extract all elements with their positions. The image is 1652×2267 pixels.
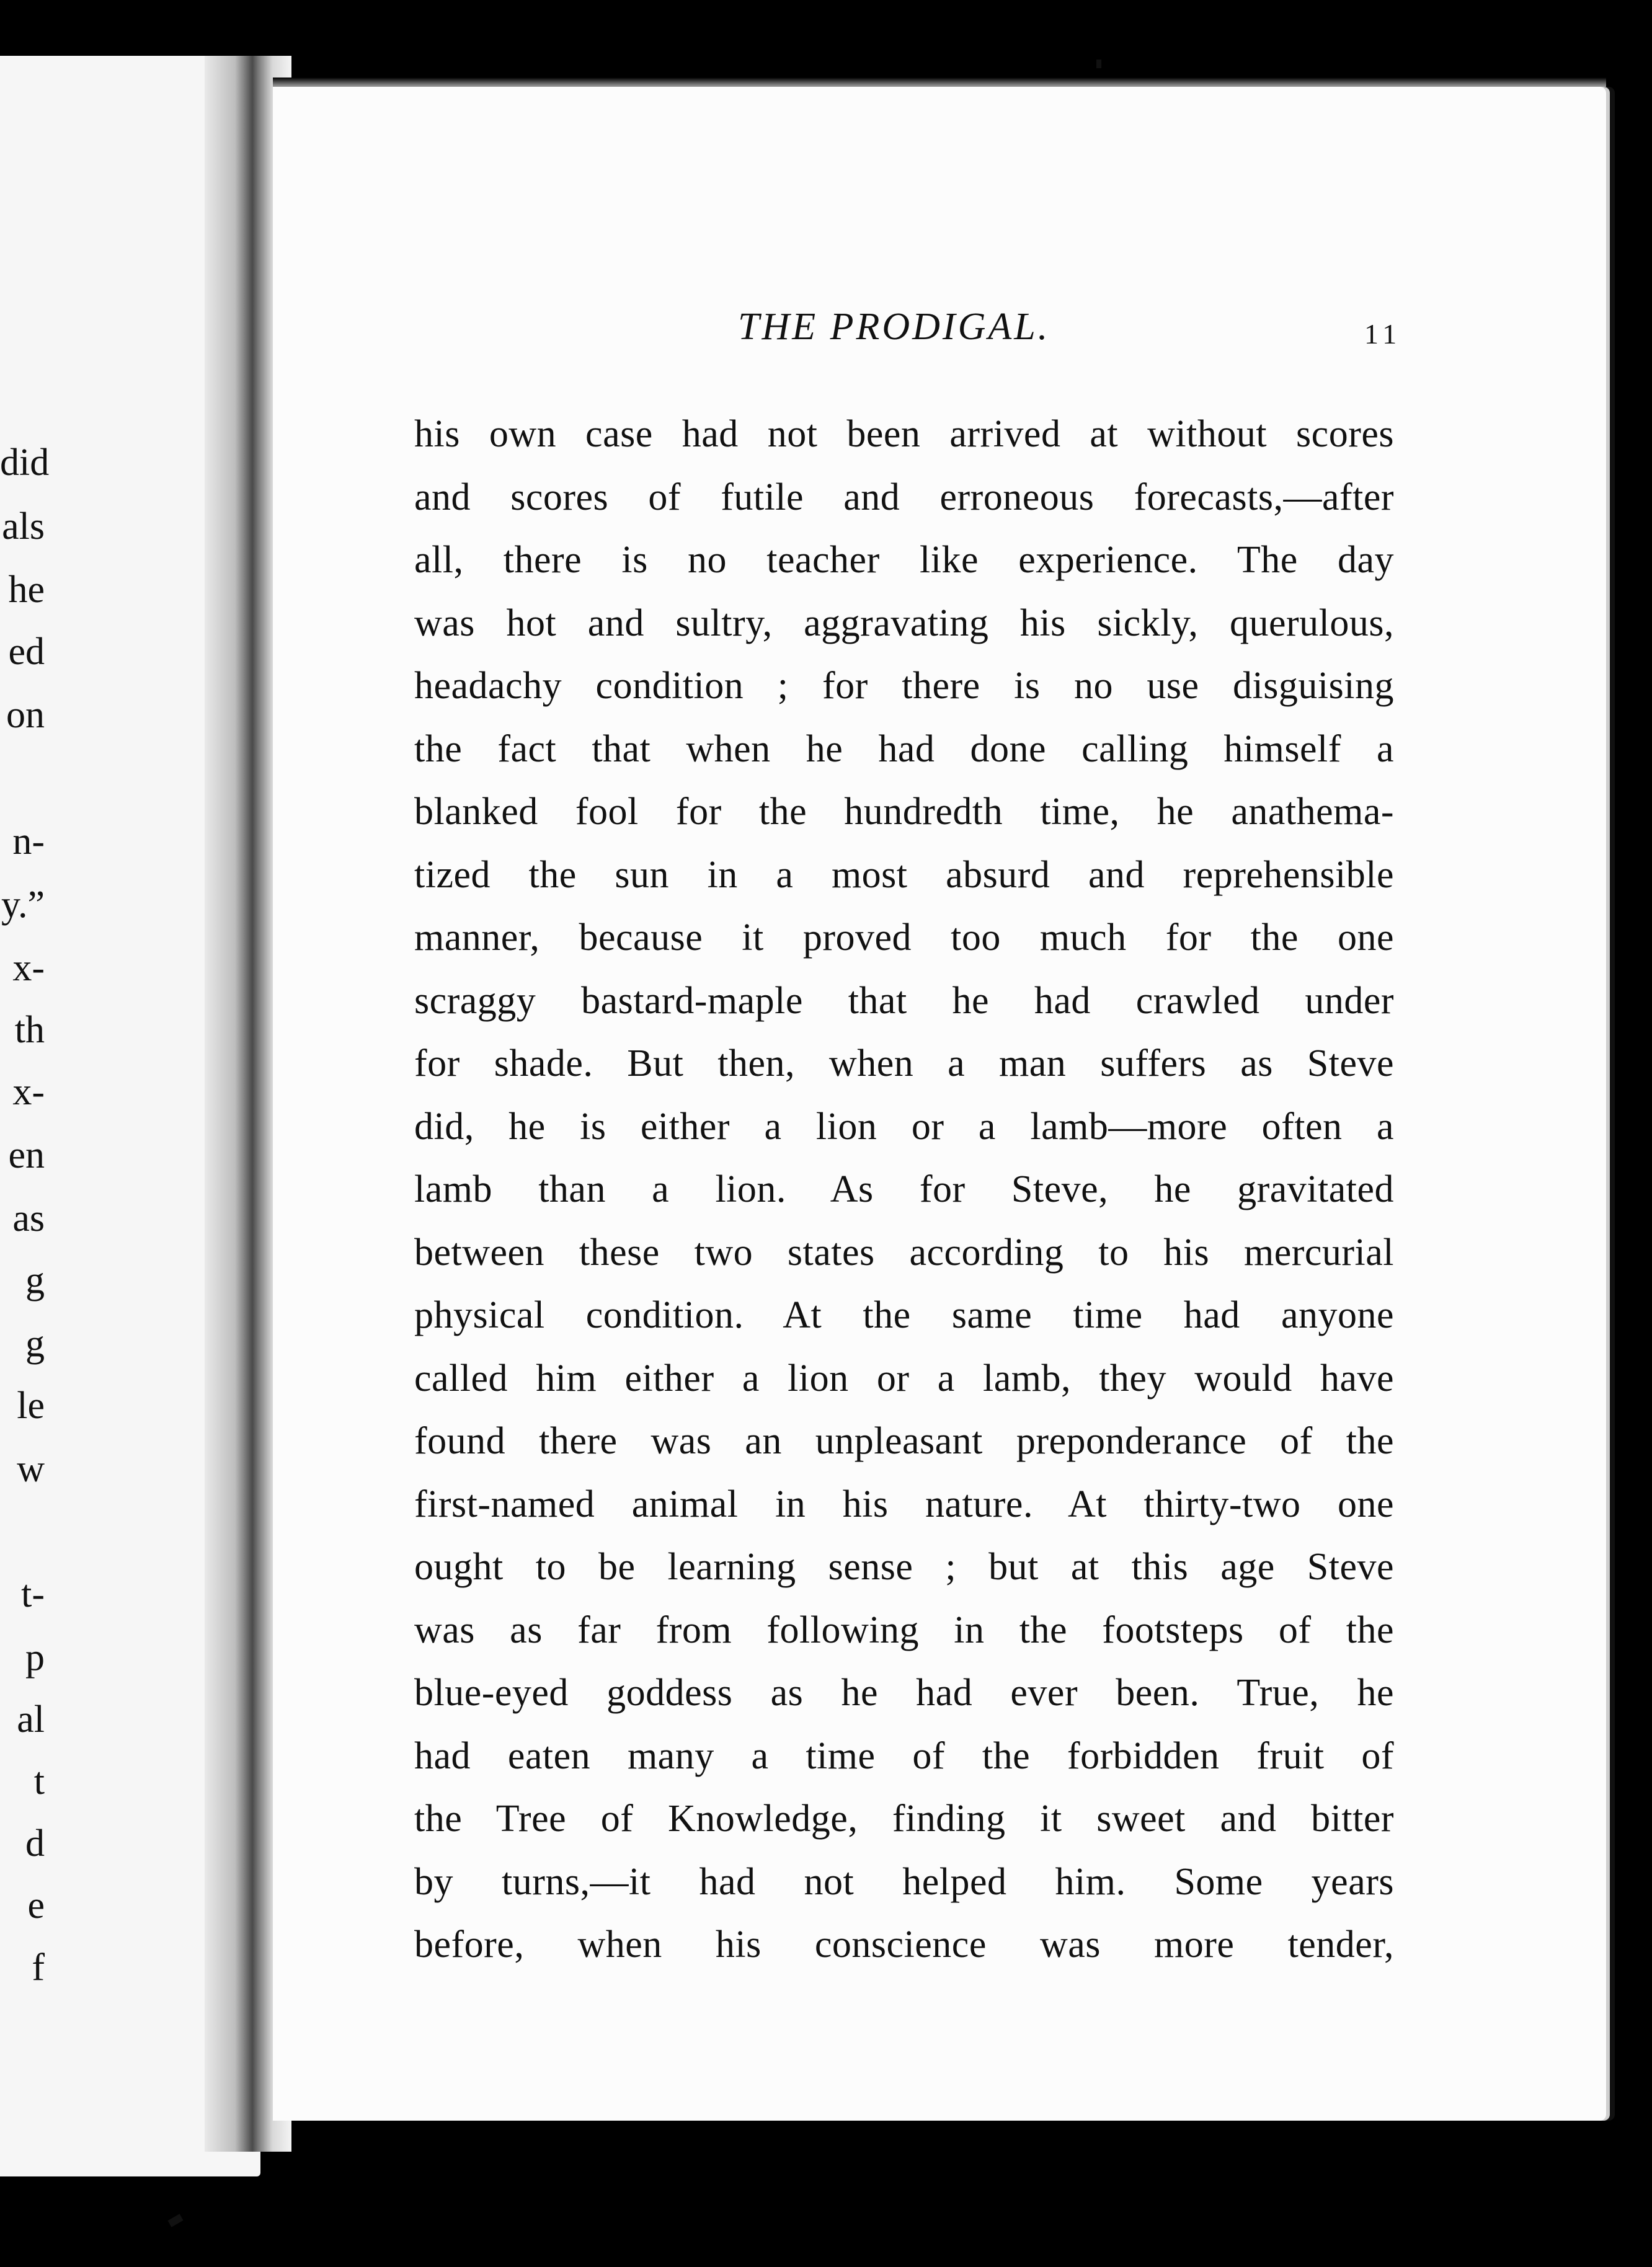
text-line: and scores of futile and erroneous forecasts,—after <box>414 476 1394 518</box>
text-line: the fact that when he had done calling himself a <box>414 727 1394 770</box>
left-fragment: f <box>32 1946 45 1989</box>
text-line: blanked fool for the hundredth time, he anathema- <box>414 791 1394 833</box>
left-fragment: t <box>33 1760 45 1803</box>
text-line: did, he is either a lion or a lamb—more often a <box>414 1105 1394 1148</box>
left-fragment: x- <box>12 1071 45 1113</box>
text-line: by turns,—it had not helped him. Some years <box>414 1860 1394 1903</box>
left-fragment: he <box>8 569 45 611</box>
left-fragment: en <box>8 1134 45 1176</box>
left-fragment: t- <box>21 1573 45 1615</box>
body-text <box>414 403 1394 1977</box>
text-line: first-named animal in his nature. At thirty-two one <box>414 1483 1394 1525</box>
left-fragment: th <box>14 1009 45 1051</box>
left-fragment: al <box>17 1698 45 1741</box>
text-line: all, there is no teacher like experience. The day <box>414 539 1394 581</box>
left-fragment: le <box>17 1385 45 1427</box>
text-line: called him either a lion or a lamb, they would have <box>414 1357 1394 1400</box>
scan-speck <box>167 2214 183 2227</box>
left-fragment: d <box>25 1822 45 1865</box>
left-fragment: x- <box>12 947 45 989</box>
page-number: 11 <box>1364 318 1402 350</box>
running-head: THE PRODIGAL. <box>738 306 1050 348</box>
left-fragment: on <box>6 694 45 736</box>
left-fragment: did <box>0 441 50 484</box>
text-line: his own case had not been arrived at without scores <box>414 413 1394 455</box>
left-fragment: n- <box>12 820 45 863</box>
text-line: headachy condition ; for there is no use disguising <box>414 665 1394 707</box>
text-line: was as far from following in the footsteps of the <box>414 1608 1394 1651</box>
left-fragment: e <box>27 1884 45 1927</box>
text-line: tized the sun in a most absurd and reprehensible <box>414 853 1394 896</box>
text-line: had eaten many a time of the forbidden fruit of <box>414 1734 1394 1777</box>
text-line: ought to be learning sense ; but at this age Steve <box>414 1546 1394 1588</box>
text-line: was hot and sultry, aggravating his sickly, querulous, <box>414 601 1394 644</box>
text-line: the Tree of Knowledge, finding it sweet and bitter <box>414 1798 1394 1840</box>
left-fragment: p <box>25 1636 45 1679</box>
left-fragment: y.” <box>1 884 45 926</box>
text-line: manner, because it proved too much for the one <box>414 916 1394 959</box>
left-fragment: w <box>17 1448 45 1490</box>
left-fragment: g <box>25 1323 45 1365</box>
scan-speck <box>1096 60 1101 68</box>
text-line: blue-eyed goddess as he had ever been. True, he <box>414 1672 1394 1714</box>
text-line: found there was an unpleasant preponderance of the <box>414 1420 1394 1462</box>
text-line: scraggy bastard-maple that he had crawled under <box>414 979 1394 1022</box>
text-line: lamb than a lion. As for Steve, he gravitated <box>414 1168 1394 1210</box>
text-line: between these two states according to his mercurial <box>414 1231 1394 1274</box>
left-fragment: g <box>25 1259 45 1302</box>
text-line: before, when his conscience was more tender, <box>414 1923 1394 1966</box>
left-fragment: as <box>12 1197 45 1240</box>
left-fragment: ed <box>8 631 45 673</box>
text-line: physical condition. At the same time had anyone <box>414 1294 1394 1336</box>
text-line: for shade. But then, when a man suffers as Steve <box>414 1042 1394 1085</box>
left-fragment: als <box>2 505 45 548</box>
